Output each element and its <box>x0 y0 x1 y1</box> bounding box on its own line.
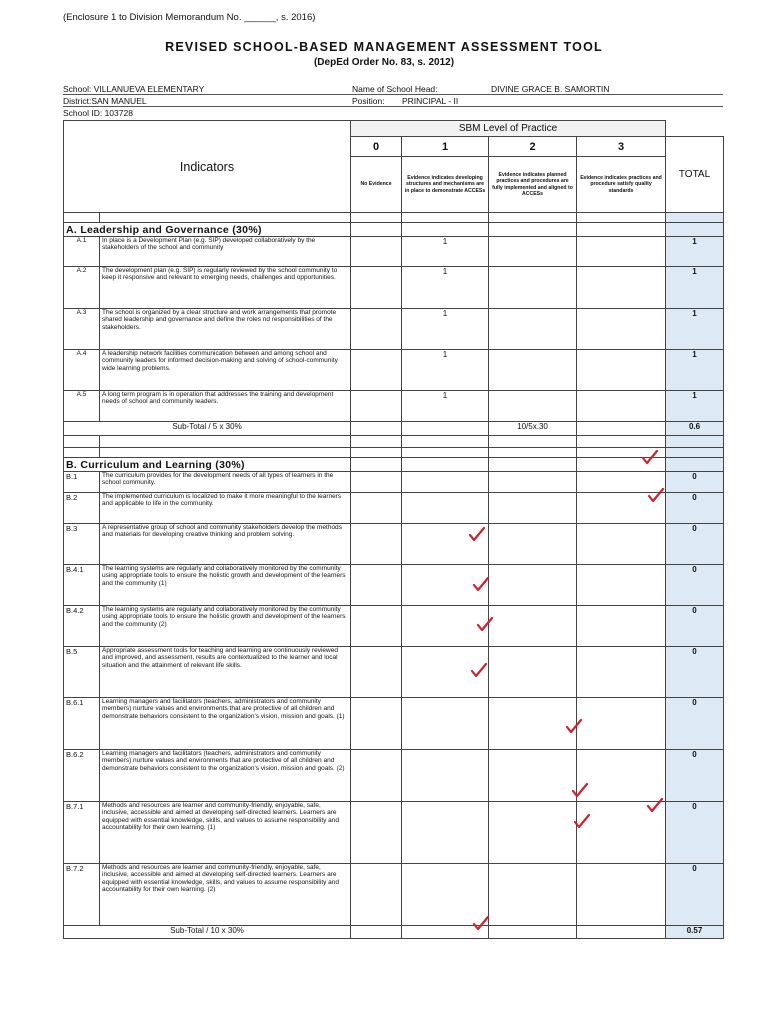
empty-cell <box>577 213 666 223</box>
level-0-cell <box>351 698 402 750</box>
indicators-header: Indicators <box>64 121 351 213</box>
row-total: 1 <box>666 309 724 350</box>
empty-cell <box>489 436 577 448</box>
info-row-district <box>63 95 723 107</box>
school-head-value: DIVINE GRACE B. SAMORTIN <box>491 84 610 94</box>
indicator-code: B.7.1 <box>64 802 100 864</box>
table-row <box>64 391 724 422</box>
checkmark-icon <box>571 782 589 798</box>
level-2-cell <box>489 350 577 391</box>
row-total: 0 <box>666 864 724 926</box>
indicator-text: The learning systems are regularly and collaboratively monitored by the community using appropriate tools to ensure the holistic growth and development of the learners and the community (2) <box>100 606 351 647</box>
level-1-cell <box>402 750 489 802</box>
indicator-code: B.7.2 <box>64 864 100 926</box>
level-2-cell <box>489 802 577 864</box>
indicator-code: B.2 <box>64 493 100 524</box>
level-0-cell <box>351 350 402 391</box>
spacer-row <box>64 436 724 448</box>
table-row <box>64 237 724 267</box>
level-0-cell <box>351 267 402 309</box>
school-head-label: Name of School Head: <box>352 84 438 94</box>
subtotal-total: 0.57 <box>666 926 724 939</box>
level-1-cell: 1 <box>402 391 489 422</box>
position-label: Position: <box>352 96 385 106</box>
level-3-cell <box>577 237 666 267</box>
checkmark-icon <box>565 718 583 734</box>
level-3-cell <box>577 750 666 802</box>
empty-cell <box>577 926 666 939</box>
level-0-cell <box>351 864 402 926</box>
indicator-text: The learning systems are regularly and collaboratively monitored by the community using appropriate tools to ensure the holistic growth and development of the learners and the community (1) <box>100 565 351 606</box>
indicator-code: B.6.2 <box>64 750 100 802</box>
enclosure-note: (Enclosure 1 to Division Memorandum No. ______, s. 2016) <box>63 12 316 23</box>
subtotal-label: Sub-Total / 10 x 30% <box>64 926 351 939</box>
level-0-cell <box>351 493 402 524</box>
indicator-text: The development plan (e.g. SIP) is regularly reviewed by the school community to keep it responsive and relevant to emerging needs, challenges and opportunities. <box>100 267 351 309</box>
level-2-cell <box>489 524 577 565</box>
empty-cell <box>402 223 489 237</box>
indicator-text: Methods and resources are learner and community-friendly, enjoyable, safe, inclusive, accessible and aimed at developing self-directed learners. Learners are equipped with essential knowledge, skills, and values to assume responsibility and accountability for their own learning. (2) <box>100 864 351 926</box>
checkmark-icon <box>468 526 486 542</box>
indicator-code: B.4.2 <box>64 606 100 647</box>
empty-total-cell <box>666 223 724 237</box>
checkmark-icon <box>472 915 490 931</box>
empty-cell <box>402 458 489 472</box>
empty-total-cell <box>666 458 724 472</box>
level-1-cell: 1 <box>402 309 489 350</box>
level-3-cell <box>577 647 666 698</box>
level-1-cell: 1 <box>402 267 489 309</box>
indicator-text: The implemented curriculum is localized to make it more meaningful to the learners and applicable to life in the community. <box>100 493 351 524</box>
row-total: 1 <box>666 267 724 309</box>
indicator-text: Learning managers and facilitators (teachers, administrators and community members) nurture values and environments that are protective of all children and demonstrate behaviors consistent to the organization's vision, mission and goals. (1) <box>100 698 351 750</box>
row-total: 0 <box>666 472 724 493</box>
row-total: 0 <box>666 565 724 606</box>
level-2-cell <box>489 391 577 422</box>
level-3-description: Evidence indicates practices and procedure satisfy quality standards <box>577 157 666 213</box>
empty-cell <box>100 436 351 448</box>
level-3-cell <box>577 524 666 565</box>
level-3-cell <box>577 309 666 350</box>
table-row <box>64 698 724 750</box>
level-2-cell <box>489 267 577 309</box>
level-3-cell <box>577 864 666 926</box>
checkmark-icon <box>646 797 664 813</box>
table-row <box>64 647 724 698</box>
level-0-cell <box>351 391 402 422</box>
section-a <box>64 223 724 237</box>
level-1-cell <box>402 802 489 864</box>
empty-cell <box>402 213 489 223</box>
table-row <box>64 606 724 647</box>
subtotal-total: 0.6 <box>666 422 724 436</box>
empty-cell <box>351 223 402 237</box>
empty-cell <box>577 223 666 237</box>
level-2-header: 2 <box>489 137 577 157</box>
empty-cell <box>64 213 100 223</box>
empty-cell <box>489 448 577 458</box>
empty-total-cell <box>666 436 724 448</box>
level-2-cell <box>489 750 577 802</box>
empty-cell <box>351 926 402 939</box>
level-2-cell <box>489 565 577 606</box>
level-0-cell <box>351 802 402 864</box>
spacer-row <box>64 448 724 458</box>
level-3-cell <box>577 565 666 606</box>
table-row <box>64 472 724 493</box>
checkmark-icon <box>641 449 659 465</box>
level-2-cell <box>489 309 577 350</box>
empty-cell <box>351 436 402 448</box>
subtotal-row-a <box>64 422 724 436</box>
district-name: District:SAN MANUEL <box>63 96 147 106</box>
empty-cell <box>402 448 489 458</box>
table-row <box>64 350 724 391</box>
level-3-cell <box>577 267 666 309</box>
indicator-text: A representative group of school and community stakeholders develop the methods and materials for developing creative thinking and problem solving. <box>100 524 351 565</box>
row-total: 1 <box>666 237 724 267</box>
empty-cell <box>577 436 666 448</box>
indicator-code: A.5 <box>64 391 100 422</box>
level-2-description: Evidence indicates planned practices and procedures are fully implemented and aligned to ACCESs <box>489 157 577 213</box>
checkmark-icon <box>476 616 494 632</box>
indicator-code: A.3 <box>64 309 100 350</box>
level-1-description: Evidence indicates developing structures and mechanisms are in place to demonstrate ACCESs <box>402 157 489 213</box>
indicator-text: In place is a Development Plan (e.g. SIP) developed collaboratively by the stakeholders of the school and community <box>100 237 351 267</box>
empty-total-cell <box>666 213 724 223</box>
row-total: 0 <box>666 802 724 864</box>
indicator-code: B.6.1 <box>64 698 100 750</box>
indicator-code: A.4 <box>64 350 100 391</box>
indicator-code: A.1 <box>64 237 100 267</box>
empty-cell <box>351 458 402 472</box>
sbm-level-header: SBM Level of Practice <box>351 121 666 137</box>
empty-cell <box>489 458 577 472</box>
row-total: 1 <box>666 350 724 391</box>
level-2-cell <box>489 698 577 750</box>
indicator-code: B.4.1 <box>64 565 100 606</box>
empty-cell <box>489 213 577 223</box>
subtotal-label: Sub-Total / 5 x 30% <box>64 422 351 436</box>
level-3-header: 3 <box>577 137 666 157</box>
level-1-cell: 1 <box>402 350 489 391</box>
level-3-cell <box>577 391 666 422</box>
table-row <box>64 864 724 926</box>
level-0-header: 0 <box>351 137 402 157</box>
document-subtitle: (DepEd Order No. 83, s. 2012) <box>313 57 455 68</box>
section-b-title: B. Curriculum and Learning (30%) <box>64 458 351 472</box>
table-row <box>64 309 724 350</box>
checkmark-icon <box>647 487 665 503</box>
school-id: School ID: 103728 <box>63 108 133 118</box>
indicator-code: B.5 <box>64 647 100 698</box>
school-name: School: VILLANUEVA ELEMENTARY <box>63 84 205 94</box>
level-0-cell <box>351 309 402 350</box>
row-total: 0 <box>666 698 724 750</box>
section-a-title: A. Leadership and Governance (30%) <box>64 223 351 237</box>
empty-cell <box>577 422 666 436</box>
spacer-row <box>64 213 724 223</box>
level-1-cell <box>402 472 489 493</box>
table-row <box>64 493 724 524</box>
empty-cell <box>351 422 402 436</box>
total-header: TOTAL <box>666 137 724 213</box>
row-total: 1 <box>666 391 724 422</box>
indicator-text: Appropriate assessment tools for teaching and learning are continuously reviewed and improved, and assessment, results are contextualized to the learner and local situation and the attainment of relevant life skills. <box>100 647 351 698</box>
indicator-code: B.3 <box>64 524 100 565</box>
level-1-header: 1 <box>402 137 489 157</box>
empty-cell <box>489 223 577 237</box>
level-0-cell <box>351 606 402 647</box>
level-2-cell <box>489 237 577 267</box>
empty-cell <box>351 448 402 458</box>
empty-cell <box>402 422 489 436</box>
level-3-cell <box>577 606 666 647</box>
checkmark-icon <box>573 813 591 829</box>
checkmark-icon <box>472 576 490 592</box>
level-1-cell: 1 <box>402 237 489 267</box>
level-0-cell <box>351 237 402 267</box>
info-row-school-id <box>63 107 723 119</box>
empty-cell <box>100 213 351 223</box>
empty-cell <box>100 448 351 458</box>
table-row <box>64 524 724 565</box>
level-1-cell <box>402 493 489 524</box>
assessment-table <box>63 120 724 939</box>
row-total: 0 <box>666 647 724 698</box>
indicator-text: A leadership network facilities communication between and among school and community leaders for informed decision-making and solving of school-community wide learning problems. <box>100 350 351 391</box>
level-0-cell <box>351 524 402 565</box>
table-row <box>64 802 724 864</box>
level-0-cell <box>351 565 402 606</box>
empty-cell <box>351 213 402 223</box>
row-total: 0 <box>666 750 724 802</box>
row-total: 0 <box>666 606 724 647</box>
empty-cell <box>402 436 489 448</box>
row-total: 0 <box>666 524 724 565</box>
level-3-cell <box>577 350 666 391</box>
empty-cell <box>64 448 100 458</box>
indicator-code: A.2 <box>64 267 100 309</box>
level-2-cell <box>489 606 577 647</box>
checkmark-icon <box>470 662 488 678</box>
table-row <box>64 565 724 606</box>
empty-cell <box>489 926 577 939</box>
level-2-cell <box>489 472 577 493</box>
indicator-text: The curriculum provides for the development needs of all types of learners in the school community. <box>100 472 351 493</box>
indicator-text: A long term program is in operation that addresses the training and development needs of school and community leaders. <box>100 391 351 422</box>
empty-cell <box>64 436 100 448</box>
level-0-cell <box>351 472 402 493</box>
level-2-cell <box>489 493 577 524</box>
subtotal-row-b <box>64 926 724 939</box>
info-row-school <box>63 83 723 95</box>
level-2-cell <box>489 864 577 926</box>
row-total: 0 <box>666 493 724 524</box>
indicator-text: Learning managers and facilitators (teachers, administrators and community members) nurture values and environments that are protective of all children and demonstrate behaviors consistent to the organization's vision, mission and goals. (2) <box>100 750 351 802</box>
section-b <box>64 458 724 472</box>
level-0-cell <box>351 750 402 802</box>
level-1-cell <box>402 698 489 750</box>
indicator-code: B.1 <box>64 472 100 493</box>
indicator-text: Methods and resources are learner and community-friendly, enjoyable, safe, inclusive, accessible and aimed at developing self-directed learners. Learners are equipped with essential knowledge, skills, and values to assume responsibility and accountability for their own learning. (1) <box>100 802 351 864</box>
subtotal-calculation: 10/5x.30 <box>489 422 577 436</box>
level-3-cell <box>577 698 666 750</box>
empty-total-cell <box>666 448 724 458</box>
level-2-cell <box>489 647 577 698</box>
level-0-description: No Evidence <box>351 157 402 213</box>
level-0-cell <box>351 647 402 698</box>
indicator-text: The school is organized by a clear structure and work arrangements that promote shared leadership and governance and define the roles nd responsibilities of the stakeholders. <box>100 309 351 350</box>
document-title: REVISED SCHOOL-BASED MANAGEMENT ASSESSMENT TOOL <box>165 40 603 54</box>
position-value: PRINCIPAL - II <box>402 96 459 106</box>
table-row <box>64 750 724 802</box>
table-row <box>64 267 724 309</box>
